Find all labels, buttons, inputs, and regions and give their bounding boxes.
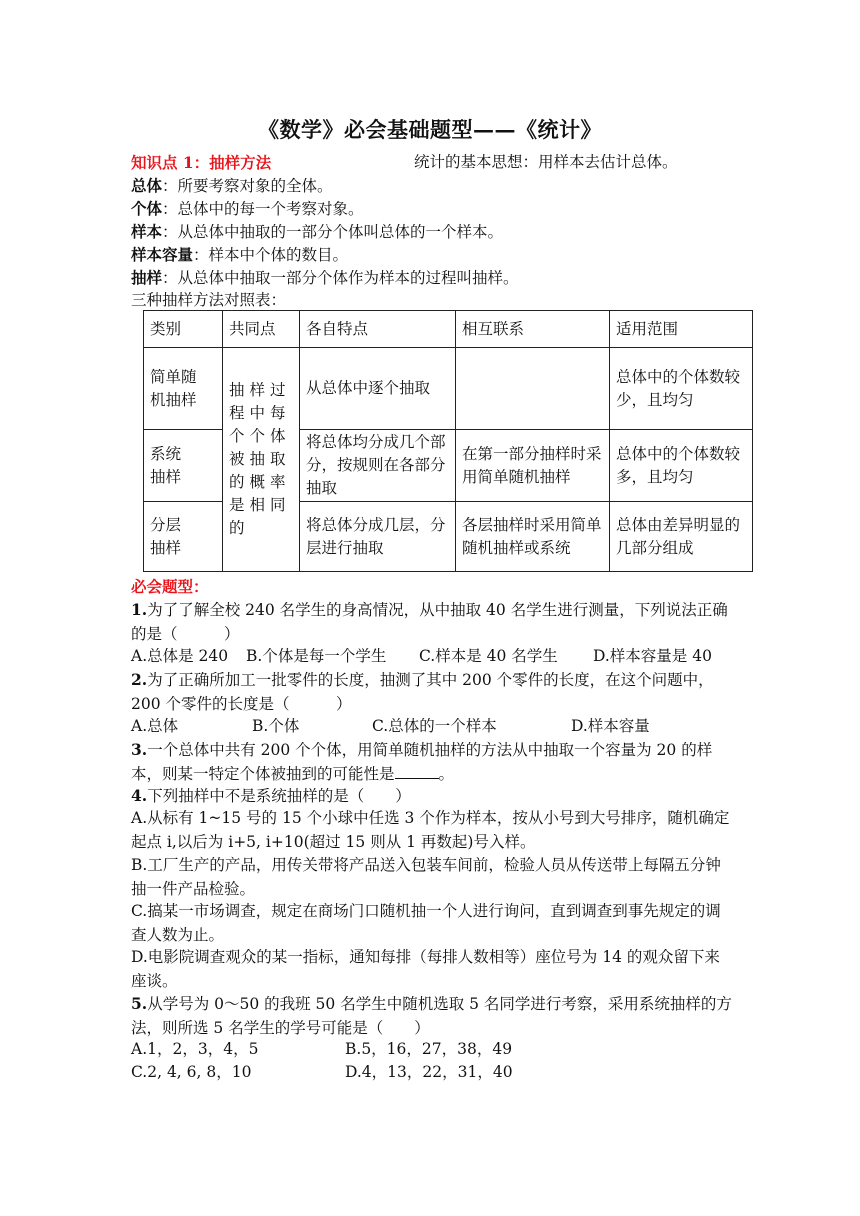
must-know-label: 必会题型： (131, 577, 209, 596)
header-cell: 各自特点 (300, 311, 456, 348)
definition-population (131, 174, 333, 198)
category-text: 简单随机抽样 (150, 367, 197, 409)
question-text: 从学号为 0～50 的我班 50 名学生中随机选取 5 名同学进行考察，采用系统抽样的方法，则所选 5 名学生的学号可能是（ ） (131, 995, 732, 1037)
q5-option-d: D.4，13，22，31，40 (345, 1063, 513, 1081)
common-point-text: 抽样过程中每个个体被抽取的概率是相同的 (229, 381, 291, 537)
q4-option-b: B.工厂生产的产品，用传关带将产品送入包装车间前，检验人员从传送带上每隔五分钟抽一件产品检验。 (131, 856, 721, 898)
term: 总体 (131, 176, 163, 195)
q1-option-c: C.样本是 40 名学生 (419, 647, 558, 665)
common-point-cell (223, 348, 300, 572)
definition-individual (131, 197, 364, 221)
definition: ：从总体中抽取一部分个体作为样本的过程叫抽样。 (162, 269, 519, 287)
answer-blank[interactable] (395, 763, 439, 779)
definition: ：所要考察对象的全体。 (162, 177, 333, 195)
table-row (144, 348, 753, 430)
definition: ：总体中的每一个考察对象。 (162, 200, 364, 218)
question-number: 3. (131, 740, 148, 759)
q2-option-a: A.总体 (131, 717, 179, 735)
relation-text: 在第一部分抽样时采用简单随机抽样 (462, 444, 602, 486)
term: 个体 (131, 199, 163, 218)
question-text: 为了正确所加工一批零件的长度，抽测了其中 200 个零件的长度，在这个问题中，200 个零件的长度是（ ） (131, 671, 714, 713)
term: 抽样 (131, 268, 163, 287)
definition-sampling (131, 266, 519, 290)
q4-option-c: C.搞某一市场调查，规定在商场门口随机抽一个人进行询问，直到调查到事先规定的调查人数为止。 (131, 902, 721, 944)
scope-text: 总体中的个体数较多，且均匀 (616, 444, 741, 486)
category-cell (144, 430, 223, 502)
definition-sample-size (131, 243, 348, 267)
q1-option-d: D.样本容量是 40 (593, 647, 712, 665)
header-cell: 共同点 (223, 311, 300, 348)
question-text: 一个总体中共有 200 个个体，用简单随机抽样的方法从中抽取一个容量为 20 的样本，则某一特定个体被抽到的可能性是 (131, 741, 713, 783)
q5-option-c: C.2, 4, 6, 8，10 (131, 1063, 252, 1081)
q4-option-d: D.电影院调查观众的某一指标，通知每排（每排人数相等）座位号为 14 的观众留下来座谈。 (131, 948, 720, 990)
question-3 (131, 738, 735, 786)
feature-cell (300, 502, 456, 572)
q2-option-d: D.样本容量 (571, 717, 650, 735)
basic-idea-text: 统计的基本思想：用样本去估计总体。 (414, 153, 678, 171)
q1-option-b: B.个体是每一个学生 (246, 647, 387, 665)
definition-sample (131, 220, 503, 244)
question-2 (131, 668, 735, 716)
definition: ：从总体中抽取的一部分个体叫总体的一个样本。 (162, 223, 504, 241)
question-number: 2. (131, 670, 148, 689)
relation-cell (456, 430, 610, 502)
feature-cell (300, 430, 456, 502)
q1-option-a: A.总体是 240 (131, 647, 229, 665)
page-title: 《数学》必会基础题型——《统计》 (258, 117, 602, 142)
category-text: 分层抽样 (150, 515, 182, 557)
definition: ：样本中个体的数目。 (193, 246, 349, 264)
relation-text: 各层抽样时采用简单随机抽样或系统 (462, 515, 602, 557)
knowledge-point-label: 知识点 1：抽样方法 (131, 153, 272, 172)
header-cell: 相互联系 (456, 311, 610, 348)
scope-cell (610, 348, 753, 430)
scope-text: 总体由差异明显的几部分组成 (616, 515, 741, 557)
question-text: 下列抽样中不是系统抽样的是（ ） (147, 787, 411, 805)
sampling-methods-table (143, 310, 753, 572)
table-header-row (144, 311, 753, 348)
q2-option-b: B.个体 (252, 717, 300, 735)
term: 样本 (131, 222, 163, 241)
scope-cell (610, 502, 753, 572)
scope-text: 总体中的个体数较少，且均匀 (616, 367, 741, 409)
question-number: 4. (131, 786, 148, 805)
feature-cell: 从总体中逐个抽取 (300, 348, 456, 430)
question-number: 1. (131, 600, 148, 619)
table-intro: 三种抽样方法对照表： (131, 291, 287, 309)
question-4 (131, 784, 735, 809)
q5-option-b: B.5，16，27，38，49 (345, 1040, 513, 1058)
question-number: 5. (131, 994, 148, 1013)
q4-option-a: A.从标有 1~15 号的 15 个小球中任选 3 个作为样本，按从小号到大号排序，随机确定起点 i,以后为 i+5, i+10(超过 15 则从 1 再数起)号入样。 (131, 809, 730, 851)
question-1 (131, 598, 735, 646)
category-cell (144, 502, 223, 572)
feature-text: 将总体分成几层，分层进行抽取 (306, 515, 446, 557)
scope-cell (610, 430, 753, 502)
header-cell: 适用范围 (610, 311, 753, 348)
category-cell (144, 348, 223, 430)
relation-cell (456, 502, 610, 572)
question-text-end: 。 (438, 764, 455, 783)
category-text: 系统抽样 (150, 444, 182, 486)
relation-cell (456, 348, 610, 430)
header-cell: 类别 (144, 311, 223, 348)
term: 样本容量 (131, 245, 194, 264)
q5-option-a: A.1，2，3，4，5 (131, 1040, 259, 1058)
question-text: 为了了解全校 240 名学生的身高情况，从中抽取 40 名学生进行测量，下列说法正确的是（ ） (131, 601, 728, 643)
q2-option-c: C.总体的一个样本 (372, 717, 497, 735)
question-5 (131, 992, 735, 1040)
feature-text: 将总体均分成几个部分，按规则在各部分抽取 (306, 433, 446, 497)
